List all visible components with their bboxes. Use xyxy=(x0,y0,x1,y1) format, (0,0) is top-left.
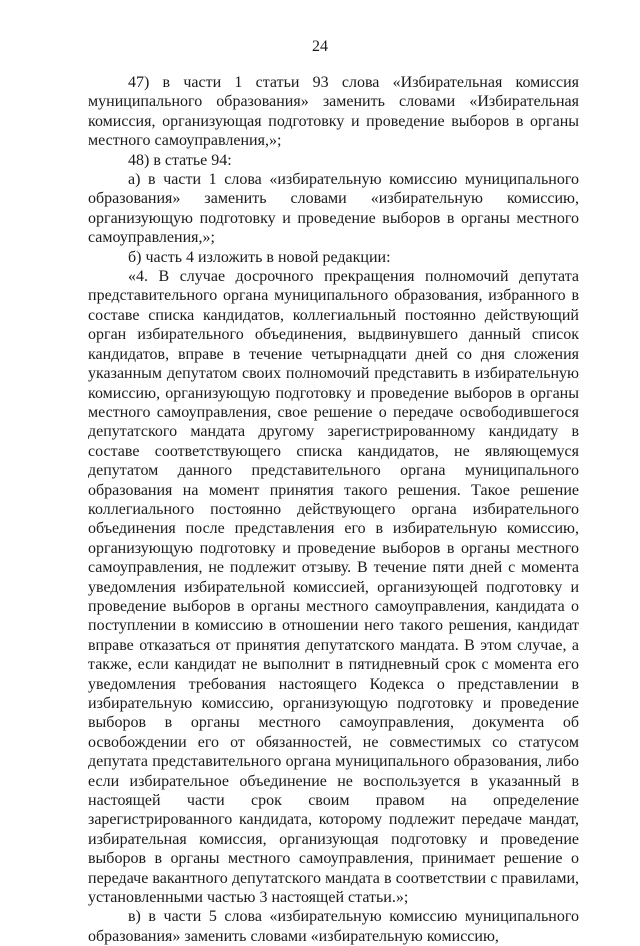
paragraph-subitem-b: б) часть 4 изложить в новой редакции: xyxy=(128,248,391,266)
page-number: 24 xyxy=(312,38,328,55)
paragraph-item-47: 47) в части 1 статьи 93 слова «Избирательная комиссия муниципального образования» заменить словами «Избирательная комиссия, организующая подготовку и проведение выборов в органы местного самоуправления,»; xyxy=(88,74,579,150)
paragraph-item-48: 48) в статье 94: xyxy=(128,151,232,169)
paragraph-subitem-a: а) в части 1 слова «избирательную комиссию муниципального образования» заменить словами «избирательную комиссию, организующую подготовку и проведение выборов в органы местного самоуправления,»; xyxy=(88,171,579,247)
paragraph-subitem-v: в) в части 5 слова «избирательную комиссию муниципального образования» заменить словами «избирательную комиссию, xyxy=(88,908,579,945)
document-body xyxy=(88,73,579,946)
paragraph-part-4-text: «4. В случае досрочного прекращения полномочий депутата представительного органа муниципального образования, избранного в составе списка кандидатов, коллегиальный постоянно действующий орган избирательного объединения, выдвинувшего данный список кандидатов, вправе в течение четырнадцати дней со дня сложения указанным депутатом своих полномочий представить в избирательную комиссию, организующую подготовку и проведение выборов в органы местного самоуправления, свое решение о передаче освободившегося депутатского мандата другому зарегистрированному кандидату в составе соответствующего списка кандидатов, не являющемуся депутатом данного представительного органа муниципального образования на момент принятия такого решения. Такое решение коллегиального постоянно действующего органа избирательного объединения после представления его в избирательную комиссию, организующую подготовку и проведение выборов в органы местного самоуправления, не подлежит отзыву. В течение пяти дней с момента уведомления избирательной комиссией, организующей подготовку и проведение выборов в органы местного самоуправления, кандидата о поступлении в комиссию в отношении него такого решения, кандидат вправе отказаться от принятия депутатского мандата. В этом случае, а также, если кандидат не выполнит в пятидневный срок с момента его уведомления требования настоящего Кодекса о представлении в избирательную комиссию, организующую подготовку и проведение выборов в органы местного самоуправления, документа об освобождении его от обязанностей, не совместимых со статусом депутата представительного органа муниципального образования, либо если избирательное объединение не воспользуется в указанный в настоящей части срок своим правом на определение зарегистрированного кандидата, которому подлежит передаче мандат, избирательная комиссия, организующая подготовку и проведение выборов в органы местного самоуправления, принимает решение о передаче вакантного депутатского мандата в соответствии с правилами, установленными частью 3 настоящей статьи.»; xyxy=(88,268,579,907)
